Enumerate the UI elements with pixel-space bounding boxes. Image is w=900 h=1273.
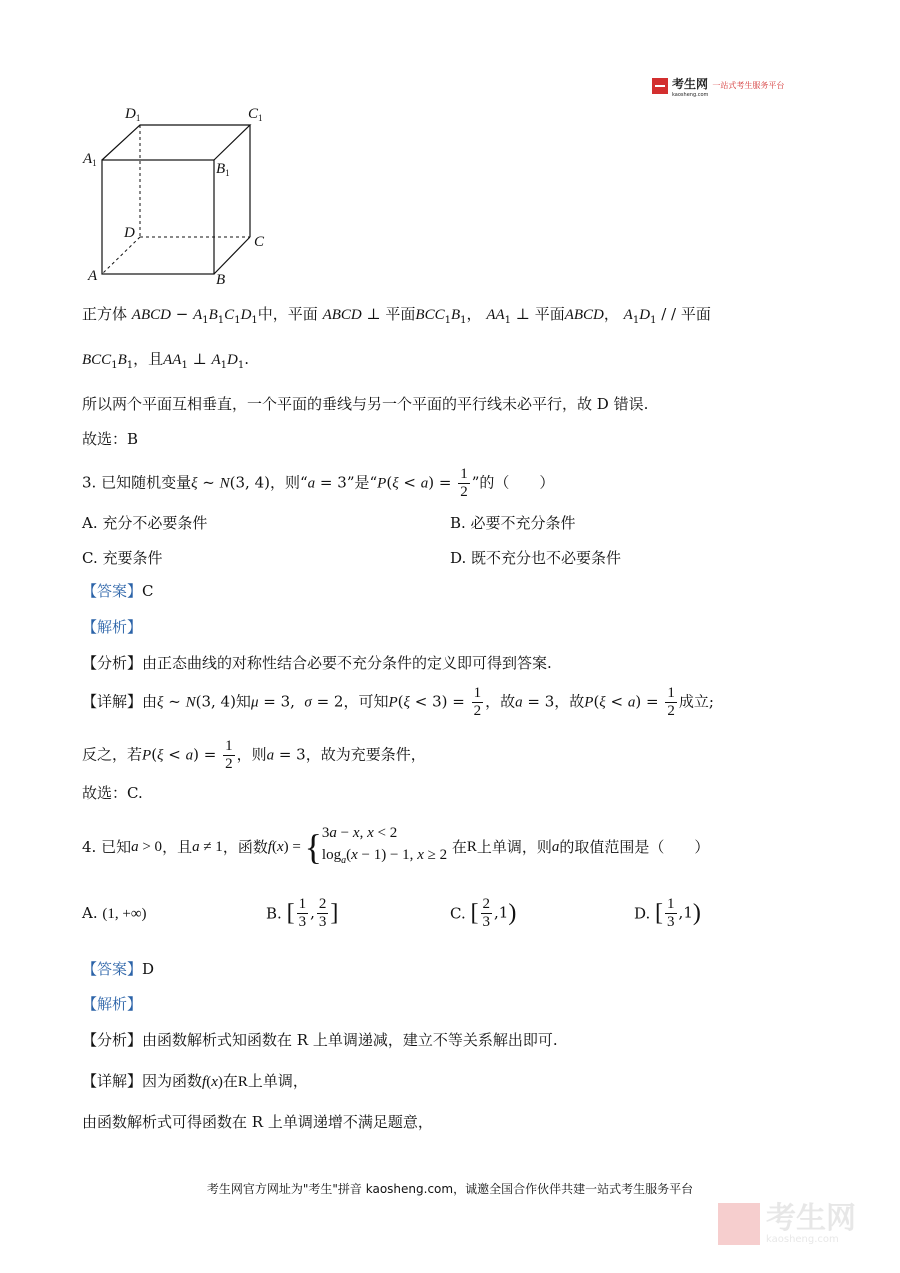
kaosheng-logo-icon xyxy=(652,78,668,94)
analysis-label: 【分析】 xyxy=(82,654,143,672)
q4-answer xyxy=(82,958,154,980)
answer-value: D xyxy=(142,960,155,978)
watermark-sub: kaosheng.com xyxy=(766,1233,839,1245)
text: ，故 xyxy=(485,692,516,711)
text: ，则“ xyxy=(269,473,308,492)
label-c: C xyxy=(254,234,265,250)
text: 3. 已知随机变量 xyxy=(82,473,192,492)
text: 反之，若 xyxy=(82,745,143,764)
label-b1: $B_1$ xyxy=(216,161,230,178)
answer-value: C xyxy=(142,582,154,600)
q4-jiexi-label: 【解析】 xyxy=(82,995,143,1013)
text: 在 xyxy=(451,838,467,856)
para-cube-relations: 正方体 ABCD − $A_1B_1C_1D_1$中，平面 ABCD ⊥ 平面$BCC_1B_1$， $AA_1$ ⊥ 平面ABCD， $A_1D_1$ / / 平面 xyxy=(82,305,711,326)
text: 4. 已知 xyxy=(82,838,132,856)
text: 平面 xyxy=(534,305,565,323)
text: 中，平面 xyxy=(257,305,318,323)
logo-sub: kaosheng.com xyxy=(672,92,709,98)
q4-option-a: A. (1, +∞) xyxy=(82,904,147,922)
para-cube-relations-cont: $BCC_1B_1$，且$AA_1$ ⊥ $A_1D_1$. xyxy=(82,350,250,371)
detail-label: 【详解】 xyxy=(82,692,143,711)
q4-option-c: C. [ $\frac{2}{3}$ ,1) xyxy=(450,896,517,930)
text: ，可知 xyxy=(343,692,389,711)
text: 上单调，则 xyxy=(476,838,552,856)
text: ，函数 xyxy=(222,838,268,856)
text: ， xyxy=(603,305,619,323)
q3-option-b: B. 必要不充分条件 xyxy=(450,514,576,532)
q3-answer xyxy=(82,580,154,602)
q3-option-d: D. 既不充分也不必要条件 xyxy=(450,549,622,567)
text: ，故 xyxy=(554,692,585,711)
analysis-text: 由函数解析式知函数在 R 上单调递减，建立不等关系解出即可. xyxy=(142,1031,558,1049)
watermark-text: 考生网 xyxy=(766,1200,856,1236)
para-choice-b: 故选：B xyxy=(82,430,139,448)
para-conclusion: 所以两个平面互相垂直，一个平面的垂线与另一个平面的平行线未必平行，故 D 错误. xyxy=(82,395,649,413)
text: ，则 xyxy=(236,745,267,764)
q4-analysis xyxy=(82,1029,558,1051)
text: 上单调， xyxy=(247,1072,308,1090)
logo-text-block xyxy=(672,73,708,98)
cube-figure xyxy=(80,100,280,290)
answer-label: 【答案】 xyxy=(82,582,143,600)
label-b: B xyxy=(216,272,226,288)
question-4: 4. 已知a > 0，且a ≠ 1，函数f(x) = {3a − x, x < 2 $\log_a(x - 1) - 1$, x ≥ 2 在R上单调，则a的取值范围是（ ） xyxy=(82,825,710,867)
label-a: A xyxy=(88,268,98,284)
q3-jiexi-label: 【解析】 xyxy=(82,618,143,636)
label-d: D xyxy=(124,225,135,241)
q4-detail-2: 由函数解析式可得函数在 R 上单调递增不满足题意， xyxy=(82,1113,433,1131)
analysis-text: 由正态曲线的对称性结合必要不充分条件的定义即可得到答案. xyxy=(142,654,552,672)
text: 由 xyxy=(142,692,158,711)
detail-label: 【详解】 xyxy=(82,1072,143,1090)
text: 成立; xyxy=(678,692,714,711)
q4-option-b: B. [ $\frac{1}{3}$ , $\frac{2}{3}$ ] xyxy=(266,896,339,930)
text: 的取值范围是（ ） xyxy=(559,838,710,856)
page-footer: 考生网官方网址为"考生"拼音 kaosheng.com，诚邀全国合作伙伴共建一站式考生服务平台 xyxy=(206,1182,694,1196)
q4-option-d: D. [ $\frac{1}{3}$ ,1) xyxy=(634,896,701,930)
question-3: 3. 已知随机变量ξ ~ N(3, 4)，则“a = 3”是“P(ξ < a) = $\frac{1}{2}$ ”的（ ） xyxy=(82,466,555,500)
text: 正方体 xyxy=(82,305,128,323)
logo-text: 考生网 xyxy=(672,77,709,91)
hidden-edge-da xyxy=(102,237,140,274)
q4-detail-1: 【详解】因为函数f(x)在R上单调， xyxy=(82,1072,308,1090)
watermark xyxy=(718,1200,856,1245)
text: ， xyxy=(466,305,482,323)
label-c1: $C_1$ xyxy=(248,106,263,123)
header-slogan: 一站式考生服务平台 xyxy=(712,81,785,90)
cube-bottom-right-edge xyxy=(214,237,250,274)
q3-detail-2: 反之，若P(ξ < a) = $\frac{1}{2}$ ，则a = 3，故为充要条件， xyxy=(82,738,426,772)
cube-front-face xyxy=(102,160,214,274)
text: ，且 xyxy=(162,838,193,856)
text: 知 xyxy=(235,692,251,711)
text: 平面 xyxy=(385,305,416,323)
q3-detail-3: 故选：C. xyxy=(82,784,143,802)
header-logo xyxy=(652,73,784,98)
answer-label: 【答案】 xyxy=(82,960,143,978)
text: 因为函数 xyxy=(142,1072,203,1090)
text: 在 xyxy=(222,1072,238,1090)
text: ，故为充要条件， xyxy=(305,745,426,764)
label-a1: $A_1$ xyxy=(83,151,97,168)
q3-option-c: C. 充要条件 xyxy=(82,549,163,567)
q3-analysis xyxy=(82,652,552,674)
q3-detail-1: 【详解】由ξ ~ N(3, 4)知μ = 3, σ = 2，可知P(ξ < 3) = $\frac{1}{2}$ ，故a = 3，故P(ξ < a) = $\frac{1}{2}$ 成立; xyxy=(82,685,714,719)
analysis-label: 【分析】 xyxy=(82,1031,143,1049)
cube-top-face xyxy=(102,125,250,160)
watermark-text-block xyxy=(766,1200,856,1245)
q3-option-a: A. 充分不必要条件 xyxy=(82,514,208,532)
kaosheng-watermark-icon xyxy=(718,1203,760,1245)
text: ”的（ ） xyxy=(471,473,555,492)
text: ”是“ xyxy=(346,473,378,492)
text: ，且 xyxy=(133,350,164,368)
text: 平面 xyxy=(680,305,711,323)
label-d1: $D_1$ xyxy=(125,106,141,123)
